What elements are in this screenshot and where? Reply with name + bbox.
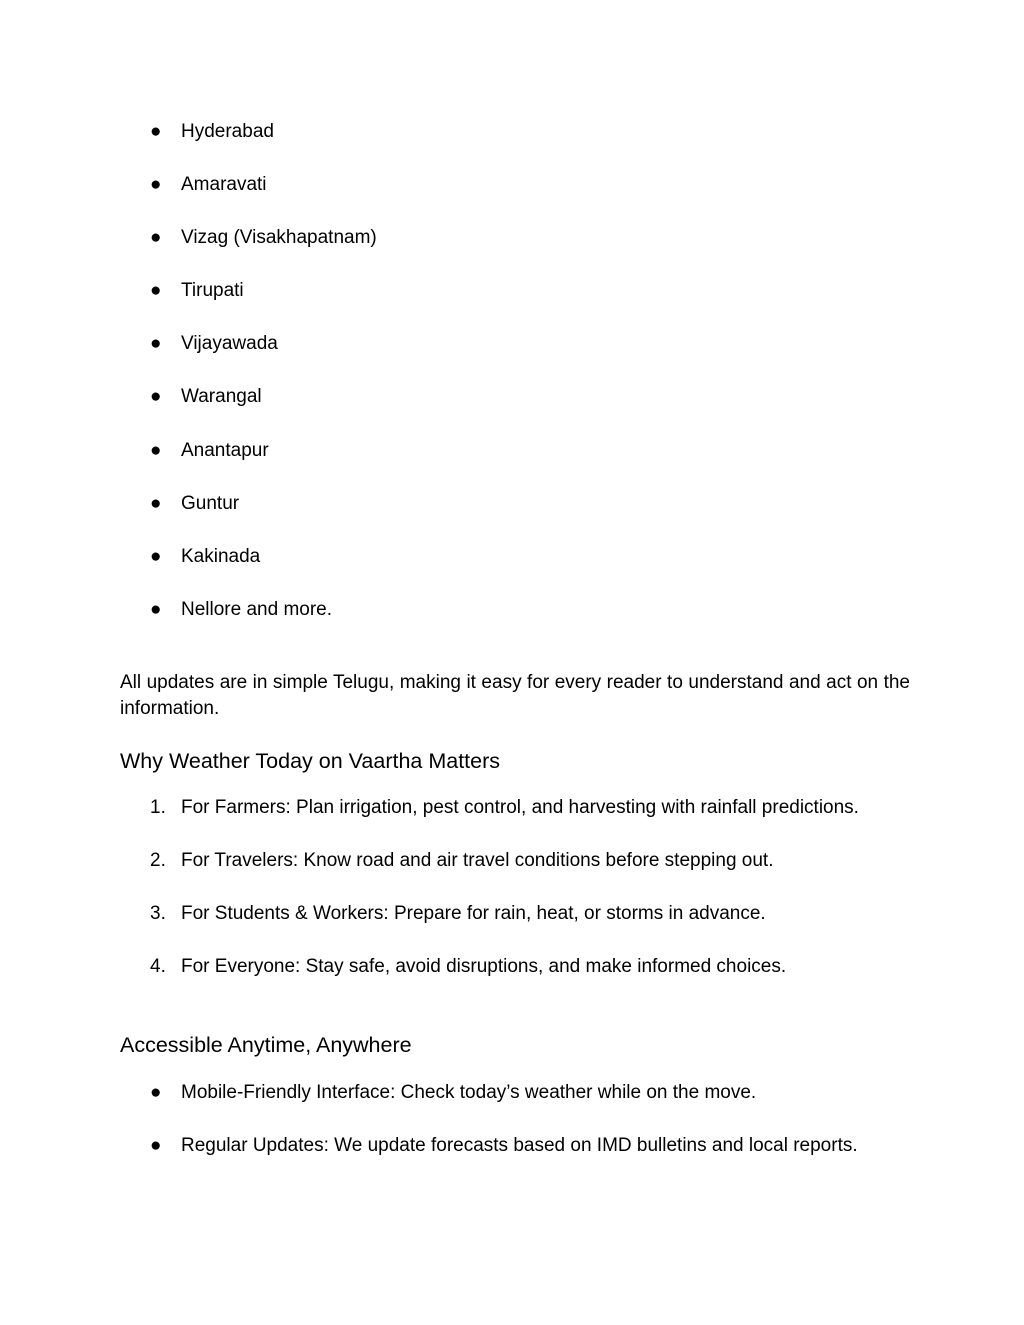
list-item-label: Hyderabad <box>181 121 274 142</box>
bullet-icon: ● <box>150 227 162 248</box>
item-number: 2. <box>150 850 166 871</box>
item-number: 3. <box>150 903 166 924</box>
list-item-label: Warangal <box>181 386 262 407</box>
numbered-item-label: For Farmers: Plan irrigation, pest control, and harvesting with rainfall predictions. <box>181 797 859 818</box>
bullet-icon: ● <box>150 493 162 514</box>
bullet-icon: ● <box>150 1082 162 1103</box>
list-item-label: Amaravati <box>181 174 267 195</box>
list-item-label: Nellore and more. <box>181 599 333 620</box>
bullet-icon: ● <box>150 440 162 461</box>
why-section-heading: Why Weather Today on Vaartha Matters <box>120 749 501 773</box>
numbered-item-label: For Travelers: Know road and air travel conditions before stepping out. <box>181 850 774 871</box>
list-item-label: Regular Updates: We update forecasts based on IMD bulletins and local reports. <box>181 1135 858 1156</box>
bullet-icon: ● <box>150 599 162 620</box>
bullet-icon: ● <box>150 333 162 354</box>
list-item-label: Kakinada <box>181 546 261 567</box>
list-item-label: Tirupati <box>181 280 244 301</box>
access-section-heading: Accessible Anytime, Anywhere <box>120 1033 412 1057</box>
bullet-icon: ● <box>150 280 162 301</box>
numbered-item-label: For Everyone: Stay safe, avoid disruptions, and make informed choices. <box>181 956 787 977</box>
bullet-icon: ● <box>150 121 162 142</box>
intro-paragraph: All updates are in simple Telugu, making it easy for every reader to understand and act on the information. <box>120 672 910 719</box>
list-item-label: Vijayawada <box>181 333 278 354</box>
bullet-icon: ● <box>150 386 162 407</box>
numbered-item-label: For Students & Workers: Prepare for rain, heat, or storms in advance. <box>181 903 766 924</box>
bullet-icon: ● <box>150 546 162 567</box>
list-item-label: Vizag (Visakhapatnam) <box>181 227 377 248</box>
item-number: 4. <box>150 956 166 977</box>
list-item-label: Guntur <box>181 493 240 514</box>
list-item-label: Anantapur <box>181 440 269 461</box>
item-number: 1. <box>150 797 166 818</box>
bullet-icon: ● <box>150 174 162 195</box>
list-item-label: Mobile-Friendly Interface: Check today’s weather while on the move. <box>181 1082 757 1103</box>
bullet-icon: ● <box>150 1135 162 1156</box>
